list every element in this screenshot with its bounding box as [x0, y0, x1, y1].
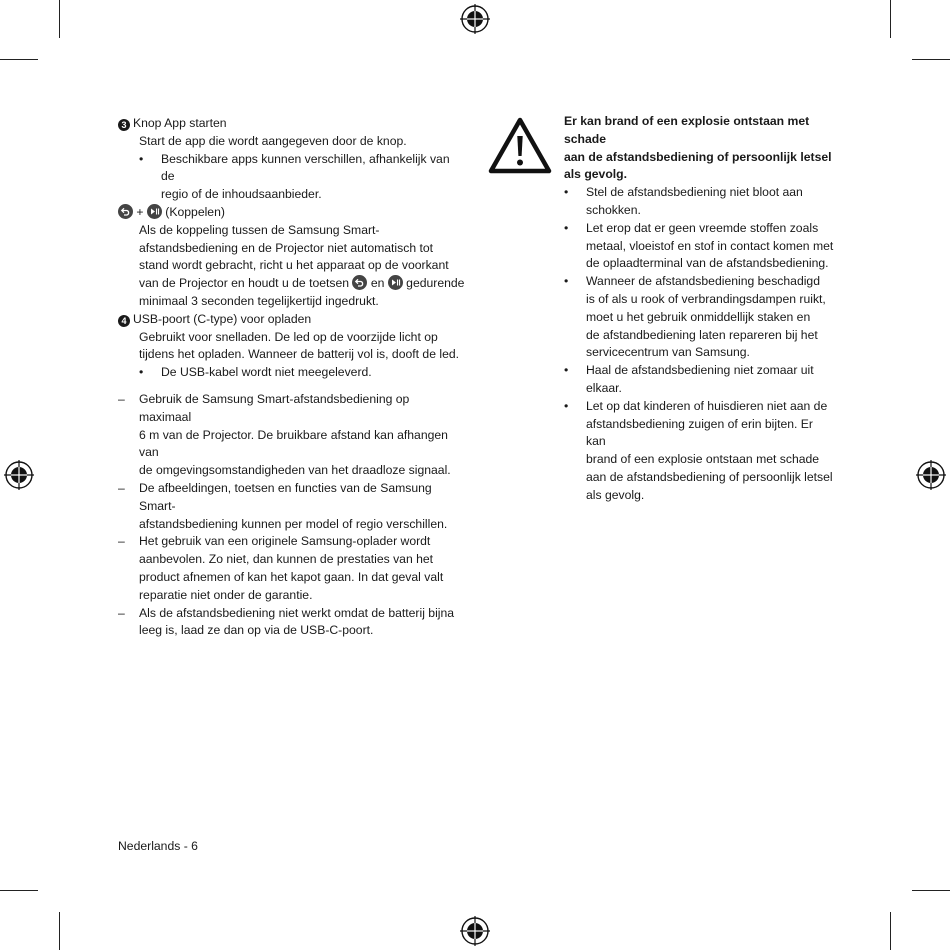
page-footer: Nederlands - 6: [118, 839, 198, 853]
warning-bullet: • Let erop dat er geen vreemde stoffen zoals metaal, vloeistof en stof in contact komen met de oplaadterminal van de afstandsbediening.: [564, 220, 834, 271]
note-item: – Het gebruik van een originele Samsung-oplader wordt aanbevolen. Zo niet, dan kunnen de prestaties van het product afnemen of kan het kapot gaan. In dat geval valt reparatie niet onder de garantie.: [118, 534, 444, 602]
note-item: – Gebruik de Samsung Smart-afstandsbediening op maximaal 6 m van de Projector. De bruikbare afstand kan afhangen van de omgevingsomstandigheden van het draadloze signaal.: [118, 391, 451, 478]
number-badge: 4: [118, 315, 130, 327]
crop-mark-top-right-v: [890, 0, 891, 38]
warning-bullet: • Stel de afstandsbediening niet bloot aan schokken.: [564, 185, 803, 217]
note-item: – Als de afstandsbediening niet werkt omdat de batterij bijna leeg is, laad ze dan op via de USB-C-poort.: [118, 605, 455, 638]
note-item: – De afbeeldingen, toetsen en functies van de Samsung Smart- afstandsbediening kunnen per model of regio verschillen.: [118, 480, 448, 531]
play-pause-button-icon: [388, 275, 403, 290]
warning-bullet: • Wanneer de afstandsbediening beschadigd is of als u rook of verbrandingsdampen ruikt, moet u het gebruik onmiddellijk staken en de afstandbediening laten repareren bij het servicecentrum van Samsung.: [564, 274, 826, 360]
usb-port-heading: 4 USB-poort (C-type) voor opladen: [118, 311, 463, 329]
warning-column: [564, 113, 834, 505]
crop-mark-bottom-right-v: [890, 912, 891, 950]
crop-mark-bottom-left-v: [59, 912, 60, 950]
warning-bullet: • Haal de afstandsbediening niet zomaar uit elkaar.: [564, 363, 814, 395]
registration-mark-icon: [460, 916, 490, 946]
usb-description: Gebruikt voor snelladen. De led op de voorzijde licht op tijdens het opladen. Wanneer de batterij vol is, dooft de led.: [139, 329, 460, 362]
left-column: [118, 115, 463, 640]
pairing-heading: + (Koppelen): [118, 204, 463, 222]
crop-mark-top-left-h: [0, 59, 38, 60]
app-button-heading: 3 Knop App starten: [118, 115, 463, 133]
warning-heading: Er kan brand of een explosie ontstaan met schade aan de afstandsbediening of persoonlijk letsel als gevolg.: [564, 114, 832, 182]
number-badge: 3: [118, 119, 130, 131]
crop-mark-bottom-right-h: [912, 890, 950, 891]
warning-triangle-icon: [488, 117, 552, 175]
registration-mark-icon: [460, 4, 490, 34]
pairing-description: Als de koppeling tussen de Samsung Smart- afstandsbediening en de Projector niet automatisch tot stand wordt gebracht, richt u het apparaat op de voorkant van de Projector en houdt u de toetsen en gedurende minimaal 3 seconden tegelijkertijd ingedrukt.: [139, 222, 465, 308]
back-button-icon: [118, 204, 133, 219]
registration-mark-icon: [916, 460, 946, 490]
crop-mark-top-left-v: [59, 0, 60, 38]
app-description: Start de app die wordt aangegeven door de knop.: [139, 133, 407, 148]
crop-mark-bottom-left-h: [0, 890, 38, 891]
play-pause-button-icon: [147, 204, 162, 219]
warning-bullet: • Let op dat kinderen of huisdieren niet aan de afstandsbediening zuigen of erin bijten. Er kan brand of een explosie ontstaan met schade aan de afstandsbediening of persoonlijk letsel als gevolg.: [564, 398, 833, 502]
registration-mark-icon: [4, 460, 34, 490]
crop-mark-top-right-h: [912, 59, 950, 60]
usb-bullet: • De USB-kabel wordt niet meegeleverd.: [139, 365, 372, 380]
app-bullet: • Beschikbare apps kunnen verschillen, afhankelijk van de regio of de inhoudsaanbieder.: [139, 151, 450, 202]
back-button-icon: [352, 275, 367, 290]
